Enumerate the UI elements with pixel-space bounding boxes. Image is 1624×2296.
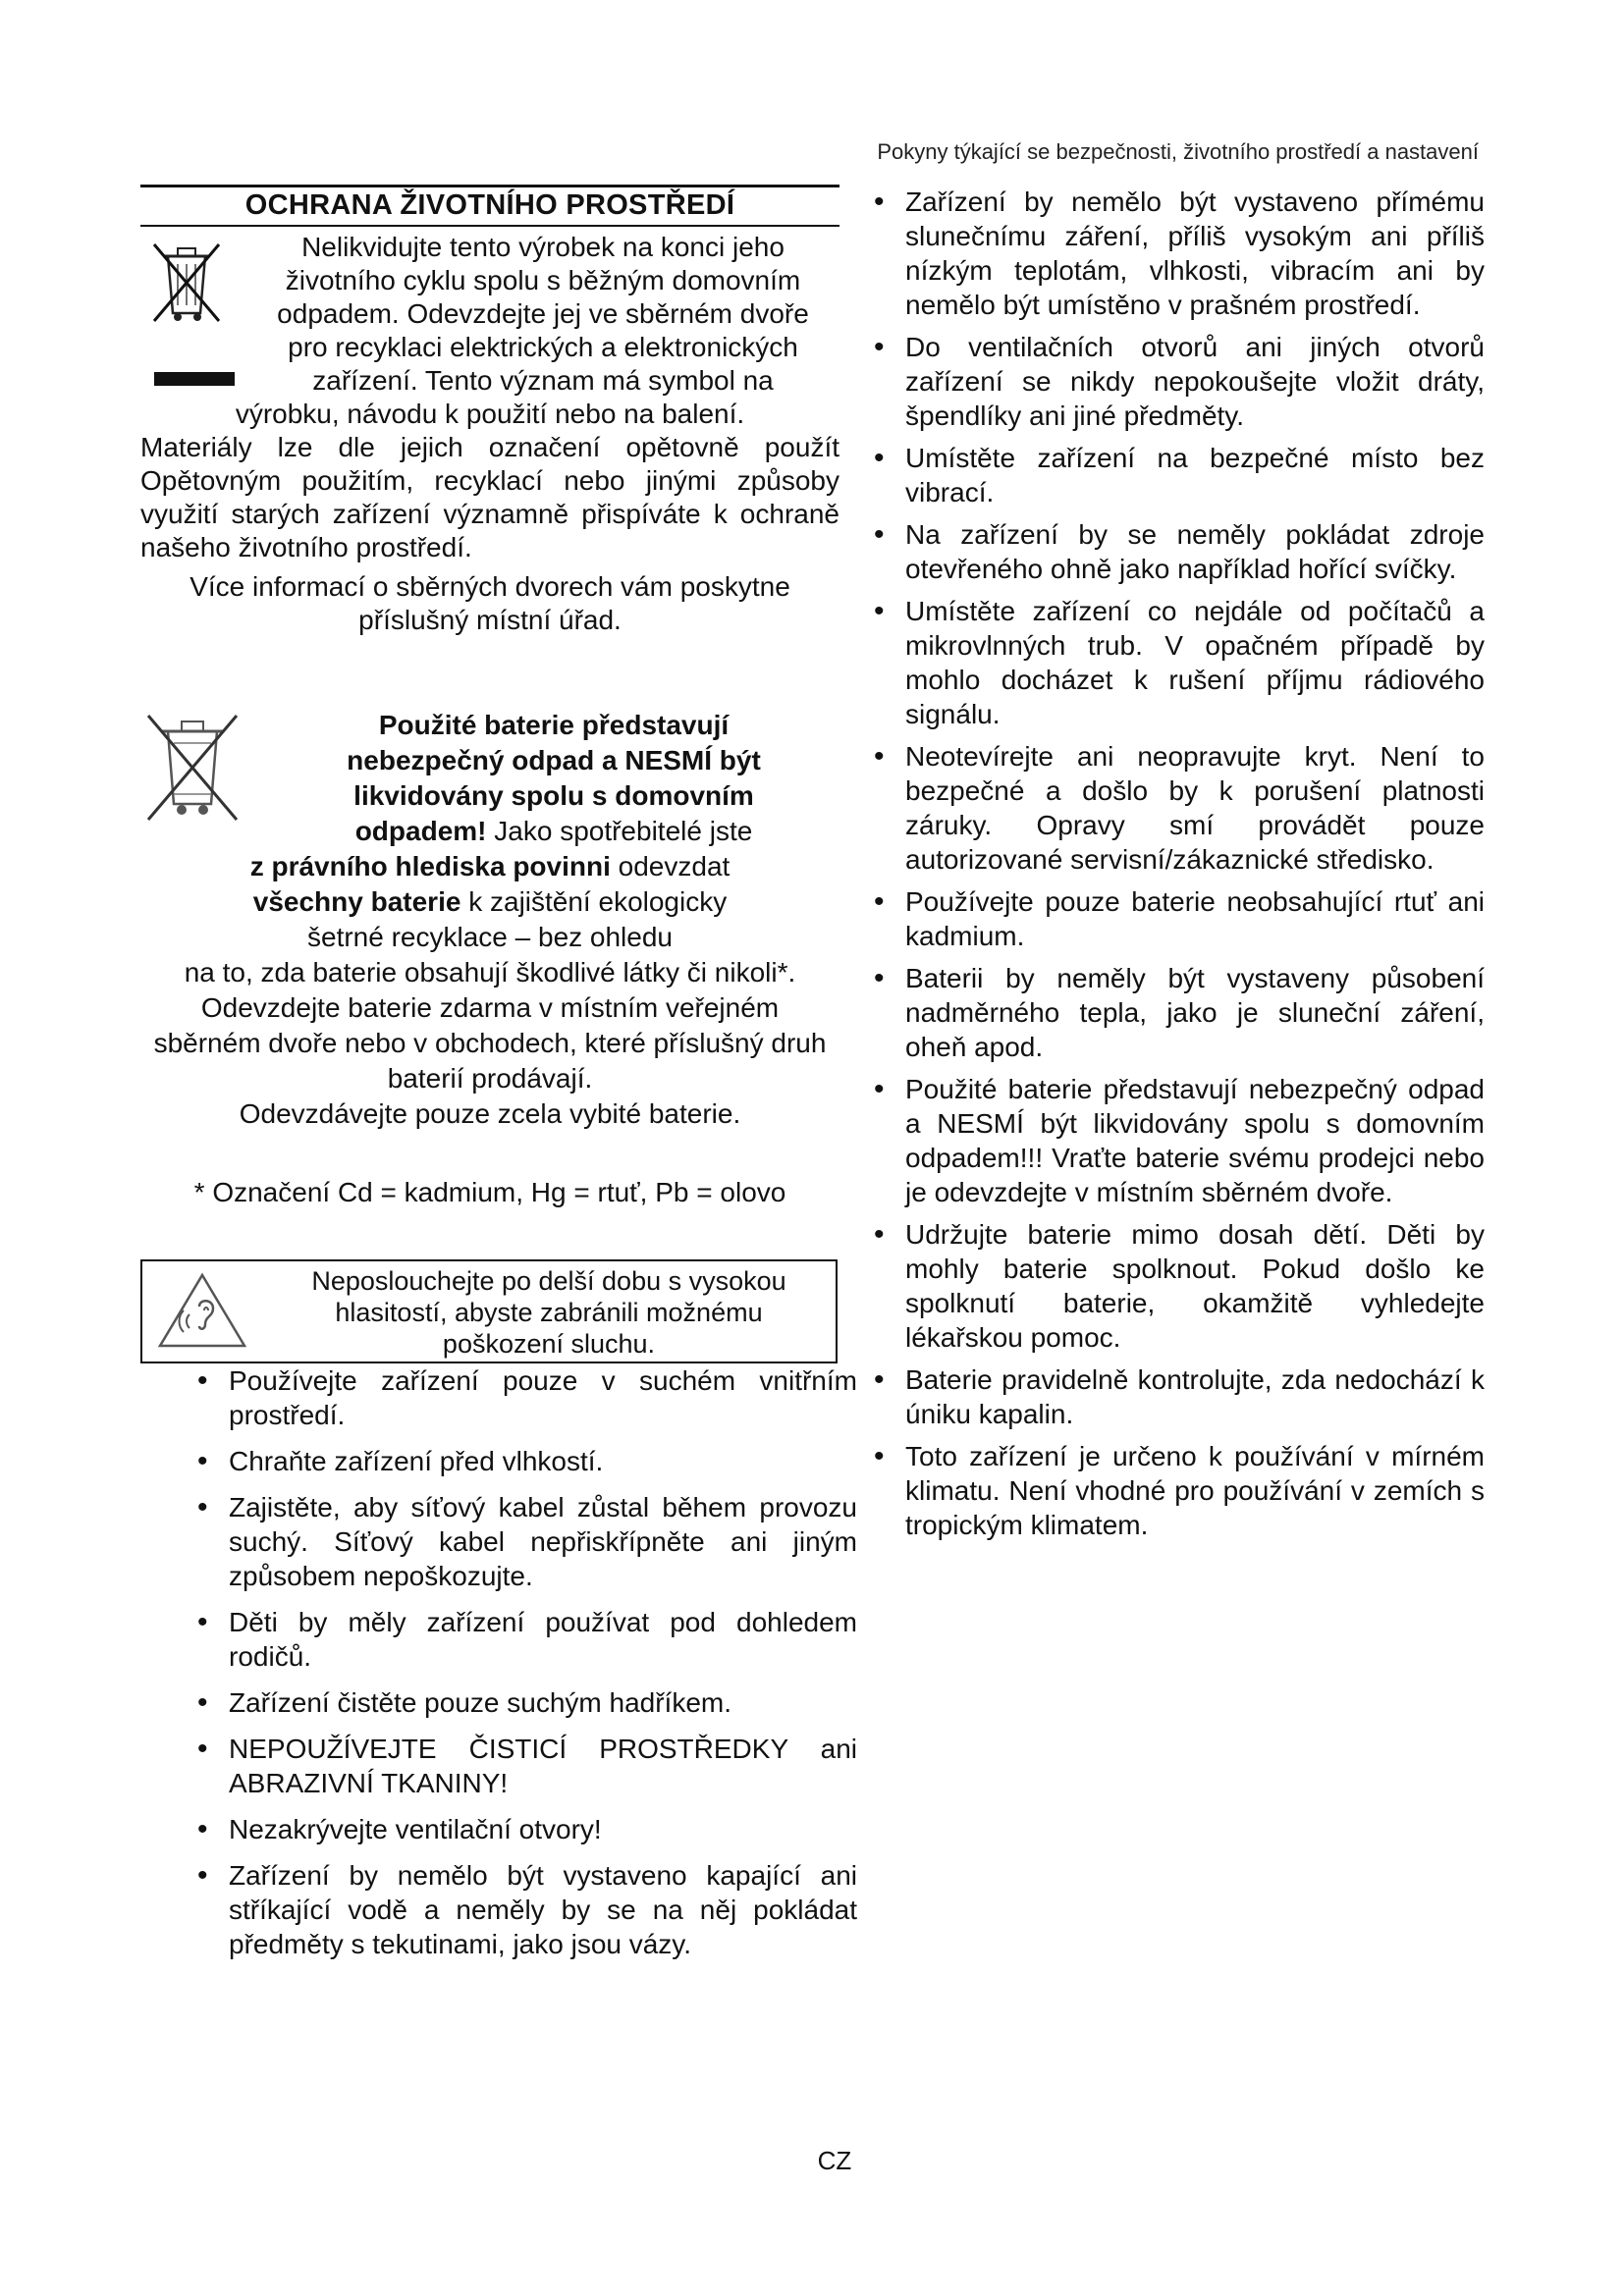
battery-line	[140, 849, 839, 884]
list-item: • Chraňte zařízení před vlhkostí.	[229, 1444, 857, 1478]
list-item: • Používejte zařízení pouze v suchém vnitřním prostředí.	[229, 1363, 857, 1432]
consumers-text: Jako spotřebitelé jste	[486, 816, 753, 846]
intro-line: Nelikvidujte tento výrobek na konci jeho	[301, 232, 785, 262]
list-item: • Do ventilačních otvorů ani jiných otvorů zařízení se nikdy nepokoušejte vložit dráty, špendlíky ani jiné předměty.	[905, 330, 1485, 433]
battery-footnote: * Označení Cd = kadmium, Hg = rtuť, Pb = olovo	[193, 1177, 786, 1207]
battery-warning-line: likvidovány spolu s domovním	[353, 780, 754, 811]
battery-line: Odevzdávejte pouze zcela vybité baterie.	[239, 1098, 741, 1129]
battery-warning-line	[268, 814, 839, 849]
battery-warning-line: nebezpečný odpad a NESMÍ být	[347, 745, 761, 775]
list-item: • Baterii by neměly být vystaveny působení nadměrného tepla, jako je sluneční záření, oheň apod.	[905, 961, 1485, 1064]
environment-intro	[140, 231, 839, 398]
materials-paragraph: Materiály lze dle jejich označení opětovně použít Opětovným použitím, recyklací nebo jinými způsoby využití starých zařízení významně přispíváte k ochraně našeho životního prostředí.	[140, 432, 839, 562]
list-item: • Umístěte zařízení co nejdále od počítačů a mikrovlnných trub. V opačném případě by mohlo docházet k rušení příjmu rádiového signálu.	[905, 594, 1485, 731]
crossed-bin-icon	[148, 237, 225, 325]
list-item: • Udržujte baterie mimo dosah dětí. Děti by mohly baterie spolknout. Pokud došlo ke spolknutí baterie, okamžitě vyhledejte lékařskou pomoc.	[905, 1217, 1485, 1355]
legal-text: odevzdat	[610, 851, 731, 881]
intro-line: zařízení. Tento význam má symbol na	[312, 365, 774, 396]
battery-line: šetrné recyklace – bez ohledu	[307, 922, 673, 952]
left-column	[140, 185, 857, 1973]
list-item: • Zařízení čistěte pouze suchým hadříkem.	[229, 1685, 857, 1720]
list-item: • Zařízení by nemělo být vystaveno přímému slunečnímu záření, příliš vysokým ani příliš nízkým teplotám, vlhkosti, vibracím ani by nemělo být umístěno v prašném prostředí.	[905, 185, 1485, 322]
intro-line: výrobku, návodu k použití nebo na balení.	[235, 399, 745, 429]
battery-section	[140, 708, 839, 1210]
battery-line: na to, zda baterie obsahují škodlivé látky či nikoli*.	[184, 957, 796, 988]
environment-section	[140, 231, 839, 637]
battery-line	[140, 884, 839, 920]
list-item: • Zajistěte, aby síťový kabel zůstal během provozu suchý. Síťový kabel nepřiskřípněte ani jiným způsobem nepoškozujte.	[229, 1490, 857, 1593]
hearing-warning-icon	[156, 1271, 248, 1350]
intro-line: pro recyklaci elektrických a elektronických	[288, 332, 798, 362]
hearing-warning-text: Neposlouchejte po delší dobu s vysokou hlasitostí, abyste zabránili možnému poškození sluchu.	[311, 1266, 786, 1359]
battery-warning	[140, 708, 839, 849]
more-info-paragraph: Více informací o sběrných dvorech vám poskytne příslušný místní úřad.	[189, 571, 790, 635]
list-item: • Použité baterie představují nebezpečný odpad a NESMÍ být likvidovány spolu s domovním odpadem!!! Vraťte baterie svému prodejci nebo je odevzdejte v místním sběrném dvoře.	[905, 1072, 1485, 1209]
list-item: • Zařízení by nemělo být vystaveno kapající ani stříkající vodě a neměly by se na něj pokládat předměty s tekutinami, jako jsou vázy.	[229, 1858, 857, 1961]
page-header: Pokyny týkající se bezpečnosti, životního prostředí a nastavení	[877, 139, 1479, 164]
hearing-warning-box	[140, 1259, 838, 1363]
intro-line: odpadem. Odevzdejte jej ve sběrném dvoře	[277, 298, 809, 329]
all-text: k zajištění ekologicky	[460, 886, 728, 917]
all-bold: všechny baterie	[252, 886, 461, 917]
list-item: • Na zařízení by se neměly pokládat zdroje otevřeného ohně jako například hořící svíčky.	[905, 517, 1485, 586]
environment-title: OCHRANA ŽIVOTNÍHO PROSTŘEDÍ	[140, 185, 839, 227]
battery-warning-line: Použité baterie představují	[378, 710, 730, 740]
legal-bold: z právního hlediska povinni	[249, 851, 611, 881]
list-item: • Používejte pouze baterie neobsahující rtuť ani kadmium.	[905, 884, 1485, 953]
right-bullet-list	[866, 185, 1485, 1542]
intro-line: životního cyklu spolu s běžným domovním	[285, 265, 801, 295]
list-item: • Děti by měly zařízení používat pod dohledem rodičů.	[229, 1605, 857, 1674]
list-item: • Baterie pravidelně kontrolujte, zda nedochází k úniku kapalin.	[905, 1362, 1485, 1431]
list-item: • Umístěte zařízení na bezpečné místo bez vibrací.	[905, 441, 1485, 509]
black-bar-icon	[154, 372, 235, 386]
list-item: • Toto zařízení je určeno k používání v mírném klimatu. Není vhodné pro používání v zemích s tropickým klimatem.	[905, 1439, 1485, 1542]
battery-obligation	[140, 849, 839, 1132]
page-footer: CZ	[817, 2146, 852, 2175]
right-column	[866, 185, 1485, 1550]
list-item: • NEPOUŽÍVEJTE ČISTICÍ PROSTŘEDKY ani ABRAZIVNÍ TKANINY!	[229, 1732, 857, 1800]
battery-bin-icon	[140, 708, 244, 826]
battery-warning-bold: odpadem!	[354, 816, 487, 846]
battery-paragraph: Odevzdejte baterie zdarma v místním veřejném sběrném dvoře nebo v obchodech, které příslušný druh baterií prodávají.	[153, 992, 827, 1094]
list-item: • Nezakrývejte ventilační otvory!	[229, 1812, 857, 1846]
left-bullet-list	[140, 1363, 857, 1961]
list-item: • Neotevírejte ani neopravujte kryt. Není to bezpečné a došlo by k porušení platnosti záruky. Opravy smí provádět pouze autorizované servisní/zákaznické středisko.	[905, 739, 1485, 877]
